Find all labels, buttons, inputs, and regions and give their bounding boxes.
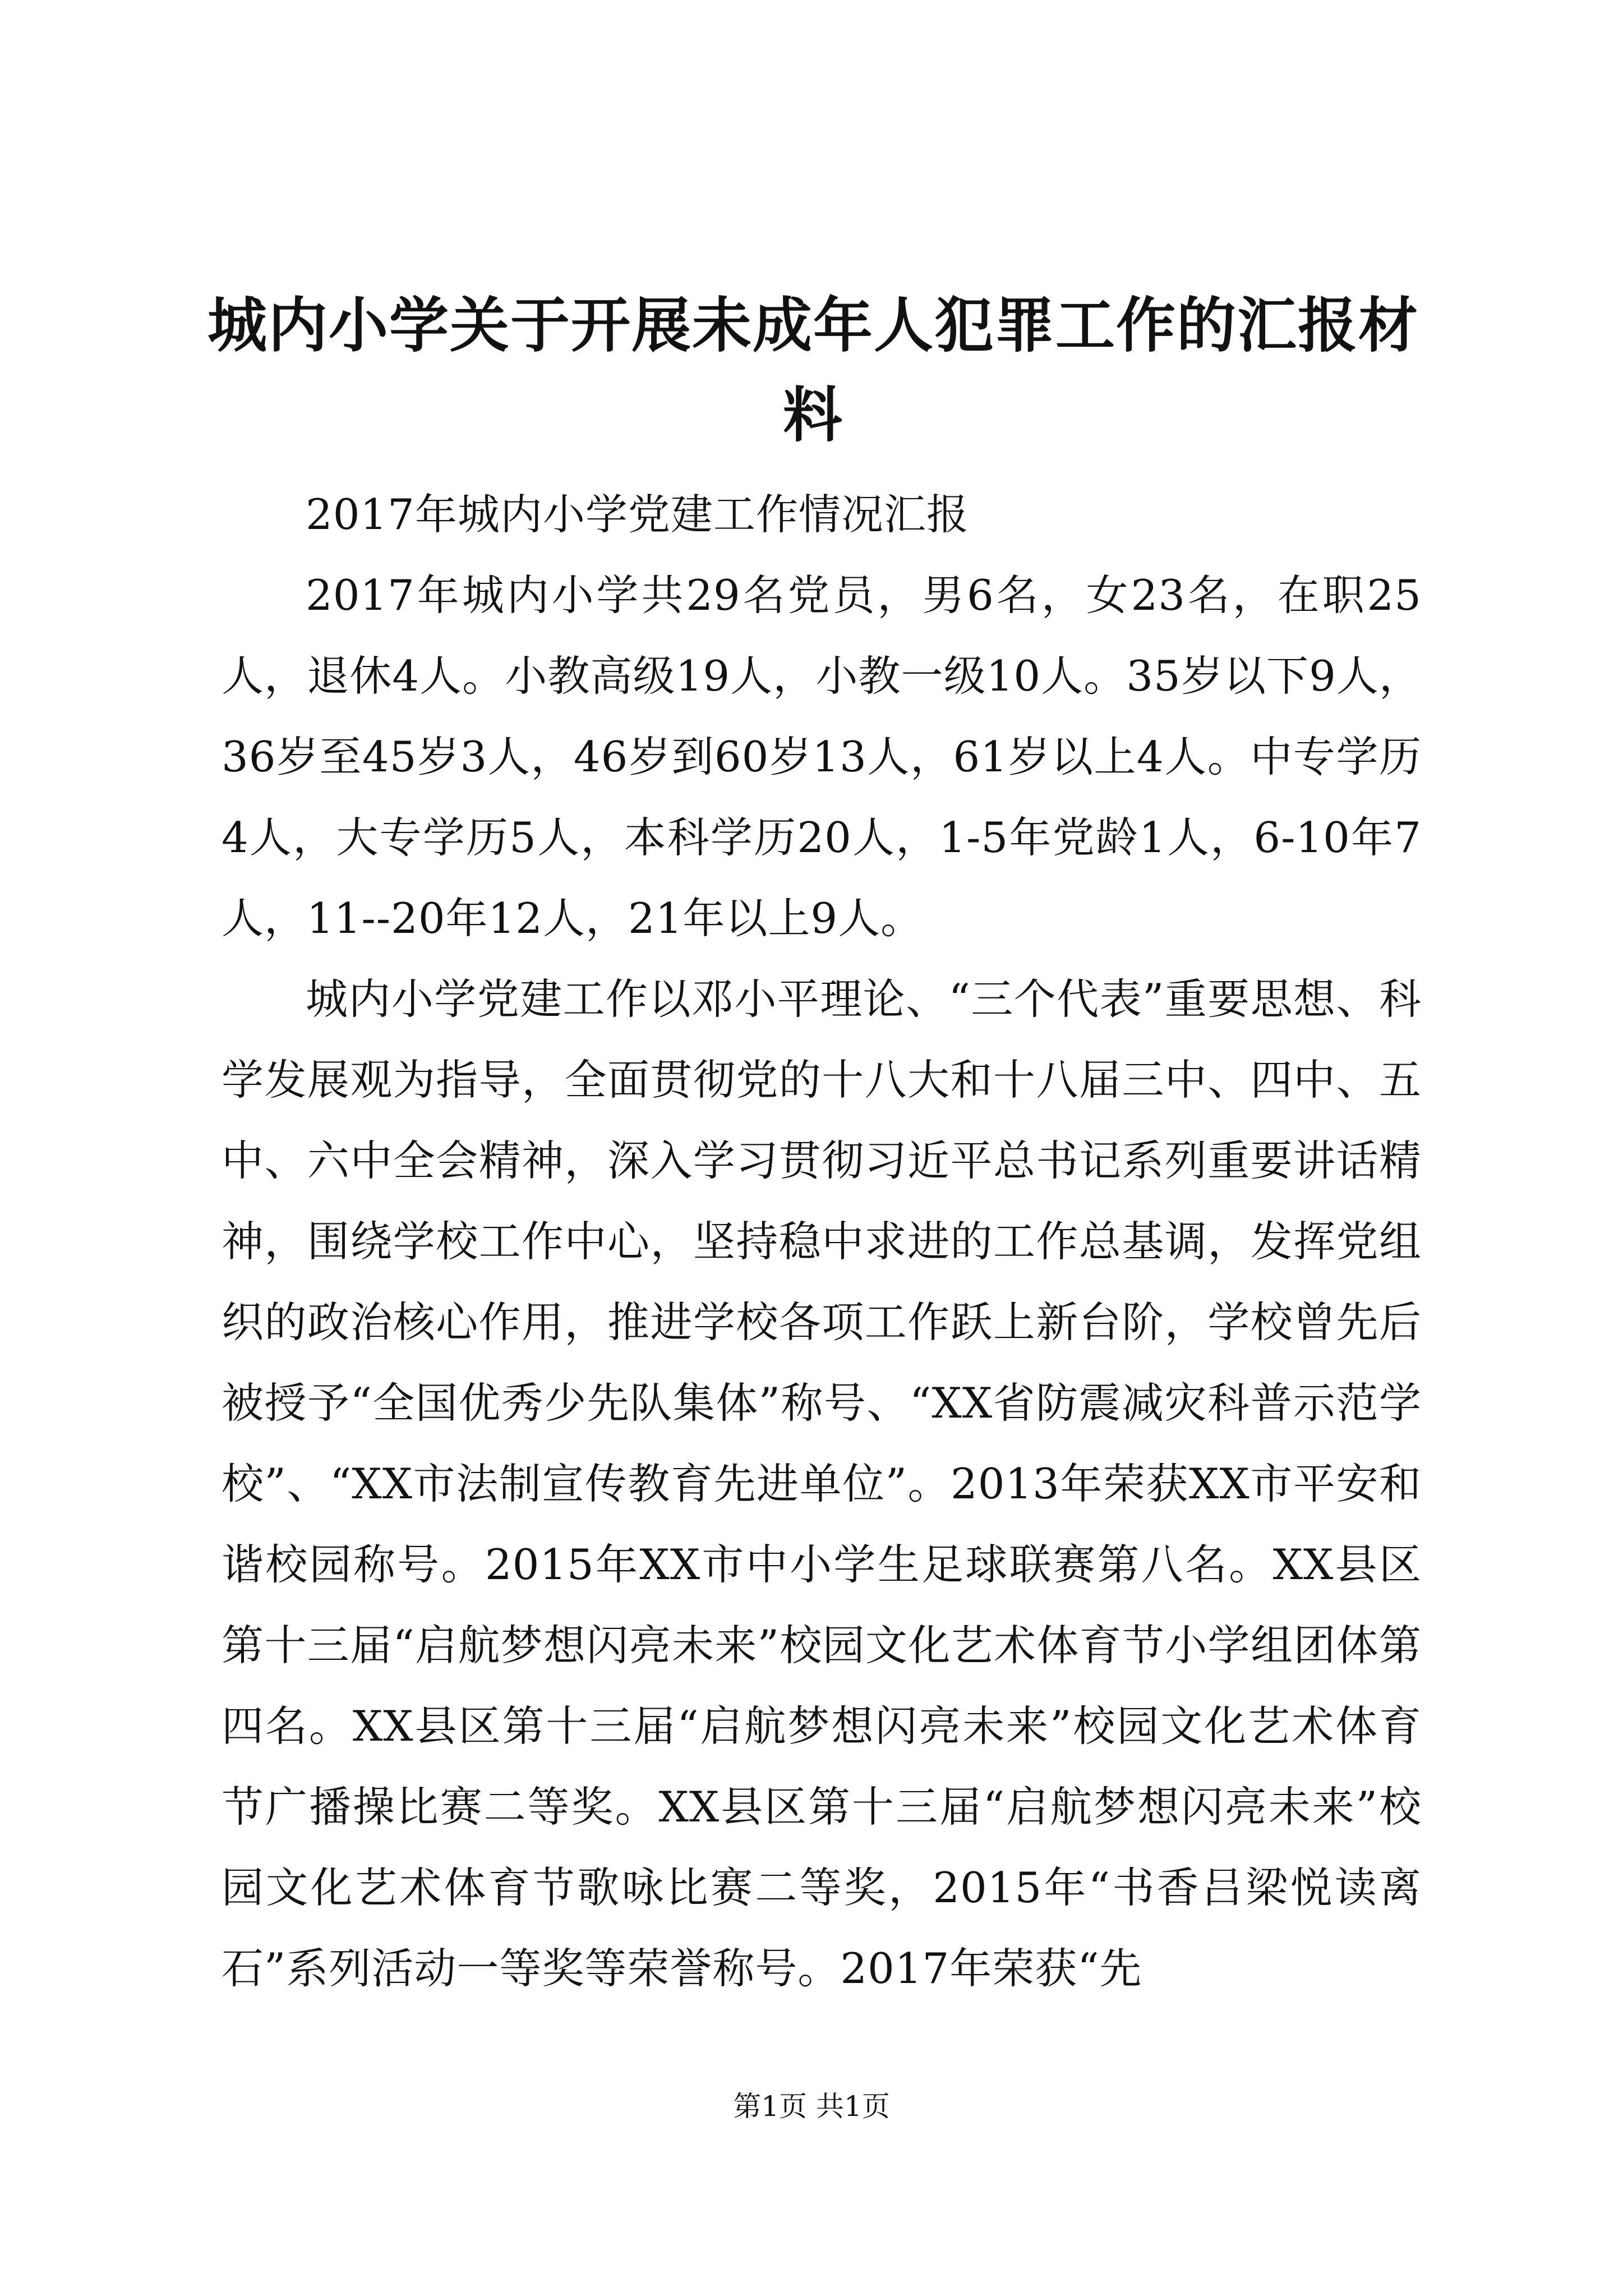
page-footer: 第1页 共1页 bbox=[733, 2090, 890, 2123]
paragraph-party-work: 城内小学党建工作以邓小平理论、“三个代表”重要思想、科学发展观为指导，全面贯彻党的十八大和十八届三中、四中、五中、六中全会精神，深入学习贯彻习近平总书记系列重要讲话精神，围绕学校工作中心，坚持稳中求进的工作总基调，发挥党组织的政治核心作用，推进学校各项工作跃上新台阶，学校曾先后被授予“全国优秀少先队集体”称号、“XX省防震减灾科普示范学校”、“XX市法制宣传教育先进单位”。2013年荣获XX市平安和谐校园称号。2015年XX市中小学生足球联赛第八名。XX县区第十三届“启航梦想闪亮未来”校园文化艺术体育节小学组团体第四名。XX县区第十三届“启航梦想闪亮未来”校园文化艺术体育节广播操比赛二等奖。XX县区第十三届“启航梦想闪亮未来”校园文化艺术体育节歌咏比赛二等奖，2015年“书香吕梁悦读离石”系列活动一等奖等荣誉称号。2017年荣获“先 bbox=[222, 974, 1422, 1993]
document-title: 城内小学关于开展未成年人犯罪工作的汇报材料 bbox=[208, 290, 1419, 450]
paragraph-member-statistics: 2017年城内小学共29名党员，男6名，女23名，在职25人，退休4人。小教高级19人，小教一级10人。35岁以下9人，36岁至45岁3人，46岁到60岁13人，61岁以上4人。中专学历4人，大专学历5人，本科学历20人，1-5年党龄1人，6-10年7人，11--20年12人，21年以上9人。 bbox=[222, 570, 1422, 943]
paragraph-subtitle: 2017年城内小学党建工作情况汇报 bbox=[306, 490, 969, 539]
document-body bbox=[222, 474, 1422, 2009]
